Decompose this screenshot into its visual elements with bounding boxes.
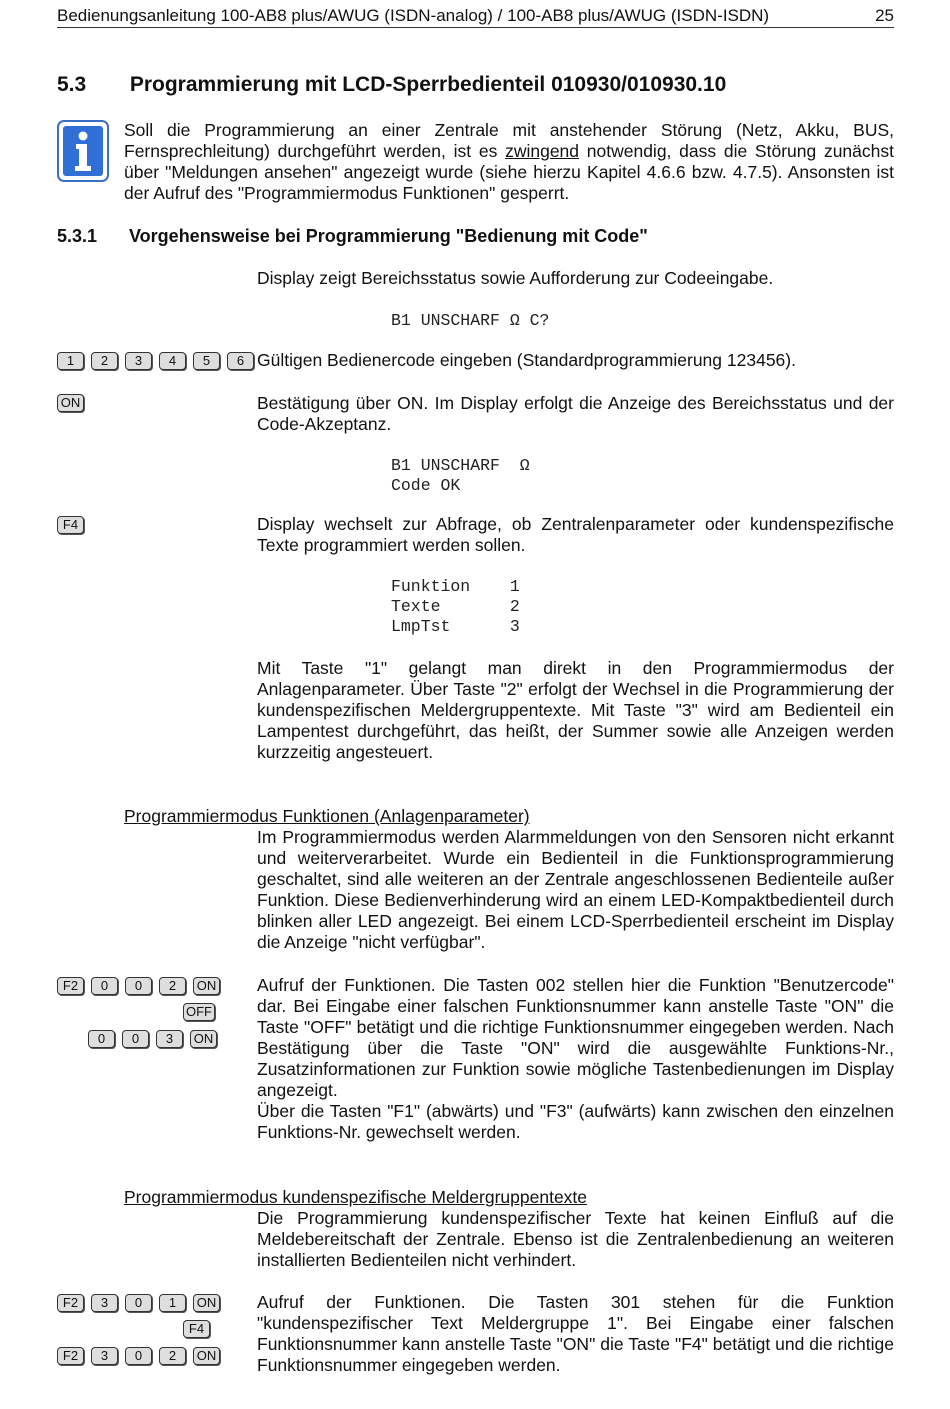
key-f4: F4 — [57, 516, 84, 534]
key-3: 3 — [125, 352, 152, 370]
key-3: 3 — [156, 1030, 183, 1048]
key-0: 0 — [91, 977, 118, 995]
keypad-texts-row3 — [57, 1347, 220, 1365]
step4-text: Display wechselt zur Abfrage, ob Zentralenparameter oder kundenspezifische Texte programmiert werden sollen. — [257, 514, 894, 555]
key-0: 0 — [125, 1347, 152, 1365]
info-text-part: notwendig, dass die Störung zunächst über "Meldungen ansehen" angezeigt wurde (siehe hierzu Kapitel 4.6.6 bzw. 4.7.5). Ansonsten ist der Aufruf des "Programmiermodus Funktionen" gesperrt. — [124, 141, 894, 203]
section-number: 5.3 — [57, 73, 87, 96]
subsection-title: Vorgehensweise bei Programmierung "Bedienung mit Code" — [129, 226, 648, 246]
mode-functions-heading: Programmiermodus Funktionen (Anlagenparameter) — [124, 806, 530, 826]
key-6: 6 — [227, 352, 254, 370]
key-2: 2 — [91, 352, 118, 370]
key-2: 2 — [159, 977, 186, 995]
info-note — [124, 120, 894, 204]
lcd-display-1: B1 UNSCHARF Ω C? — [391, 311, 550, 330]
key-3: 3 — [91, 1294, 118, 1312]
key-on: ON — [190, 1030, 217, 1048]
step1-text: Display zeigt Bereichsstatus sowie Aufforderung zur Codeeingabe. — [257, 268, 774, 288]
keypad-f4 — [57, 516, 84, 534]
key-f2: F2 — [57, 977, 84, 995]
header-title: Bedienungsanleitung 100-AB8 plus/AWUG (ISDN-analog) / 100-AB8 plus/AWUG (ISDN-ISDN) — [57, 6, 770, 25]
key-5: 5 — [193, 352, 220, 370]
info-icon — [57, 120, 109, 182]
step4-explanation: Mit Taste "1" gelangt man direkt in den Programmiermodus der Anlagenparameter. Über Taste "2" erfolgt der Wechsel in die Programmierung der kundenspezifischen Meldergruppentexte. Mit Taste "3" wird am Bedienteil ein Lampentest durchgeführt, das heißt, der Summer sowie alle Anzeigen werden kurzzeitig angesteuert. — [257, 658, 894, 762]
key-0: 0 — [125, 977, 152, 995]
lcd-display-3: Funktion 1 Texte 2 LmpTst 3 — [391, 577, 520, 636]
key-on: ON — [193, 1347, 220, 1365]
mode-texts-intro: Die Programmierung kundenspezifischer Texte hat keinen Einfluß auf die Meldebereitschaft der Zentrale. Ebenso ist die Zentralenbedienung an weiteren installierten Bedienteilen nicht verhindert. — [257, 1208, 894, 1270]
keypad-functions-row1 — [57, 977, 220, 995]
subsection-heading — [57, 226, 648, 247]
key-on: ON — [193, 977, 220, 995]
key-0: 0 — [125, 1294, 152, 1312]
key-f2: F2 — [57, 1294, 84, 1312]
mode-functions-intro: Im Programmiermodus werden Alarmmeldungen von den Sensoren nicht erkannt und weiterverarbeitet. Wurde ein Bedienteil in die Funktionsprogrammierung geschaltet, sind alle weiteren an der Zentrale angeschlossenen Bedienteile außer Funktion. Diese Bedienverhinderung wird an einem LED-Kompaktbedienteil durch blinken aller LED angezeigt. Bei einem LCD-Sperrbedienteil erscheint im Display die Anzeige "nicht verfügbar". — [257, 827, 894, 952]
info-emphasis: zwingend — [505, 141, 580, 161]
keypad-functions-row3 — [88, 1030, 217, 1048]
section-title: Programmierung mit LCD-Sperrbedienteil 010930/010930.10 — [129, 73, 727, 96]
key-2: 2 — [159, 1347, 186, 1365]
page-number: 25 — [875, 6, 894, 25]
running-header — [57, 5, 894, 28]
key-off: OFF — [183, 1003, 215, 1021]
subsection-number: 5.3.1 — [57, 226, 98, 246]
keypad-texts-row1 — [57, 1294, 220, 1312]
key-on: ON — [57, 394, 84, 412]
key-1: 1 — [57, 352, 84, 370]
key-1: 1 — [159, 1294, 186, 1312]
keypad-texts-row2 — [183, 1320, 210, 1338]
keypad-functions-row2 — [183, 1003, 215, 1021]
step3-text: Bestätigung über ON. Im Display erfolgt die Anzeige des Bereichsstatus und der Code-Akzeptanz. — [257, 393, 894, 434]
mode-texts-heading: Programmiermodus kundenspezifische Meldergruppentexte — [124, 1187, 588, 1207]
mode-texts-text: Aufruf der Funktionen. Die Tasten 301 stehen für die Funktion "kundenspezifischer Text Meldergruppe 1". Bei Eingabe einer falschen Funktionsnummer kann anstelle Taste "ON" die Taste "F4" betätigt und die richtige Funktionsnummer eingegeben werden. — [257, 1292, 894, 1375]
key-f2: F2 — [57, 1347, 84, 1365]
key-f4: F4 — [183, 1320, 210, 1338]
section-heading — [57, 73, 726, 97]
info-text-part: Soll die Programmierung an einer Zentrale mit anstehender Störung (Netz, Akku, BUS, Fernsprechleitung) durchgeführt werden, ist es — [124, 120, 894, 161]
lcd-display-2: B1 UNSCHARF Ω Code OK — [391, 456, 530, 495]
key-on: ON — [193, 1294, 220, 1312]
key-0: 0 — [122, 1030, 149, 1048]
mode-functions-text — [257, 975, 894, 1143]
key-0: 0 — [88, 1030, 115, 1048]
key-4: 4 — [159, 352, 186, 370]
keypad-on — [57, 394, 84, 412]
step2-text: Gültigen Bedienercode eingeben (Standardprogrammierung 123456). — [257, 350, 796, 370]
mode-functions-paragraph-2: Über die Tasten "F1" (abwärts) und "F3" (aufwärts) kann zwischen den einzelnen Funktions-Nr. gewechselt werden. — [257, 1101, 894, 1142]
keypad-code-keys — [57, 352, 254, 370]
mode-functions-paragraph: Aufruf der Funktionen. Die Tasten 002 stellen hier die Funktion "Benutzercode" dar. Bei Eingabe einer falschen Funktionsnummer kann anstelle Taste "ON" die Taste "OFF" betätigt und die richtige Funktionsnummer eingegeben werden. Nach Bestätigung über die Taste "ON" wird die ausgewählte Funktions-Nr., Zusatzinformationen zur Funktion sowie mögliche Tastenbedienungen im Display angezeigt. — [257, 975, 894, 1100]
key-3: 3 — [91, 1347, 118, 1365]
